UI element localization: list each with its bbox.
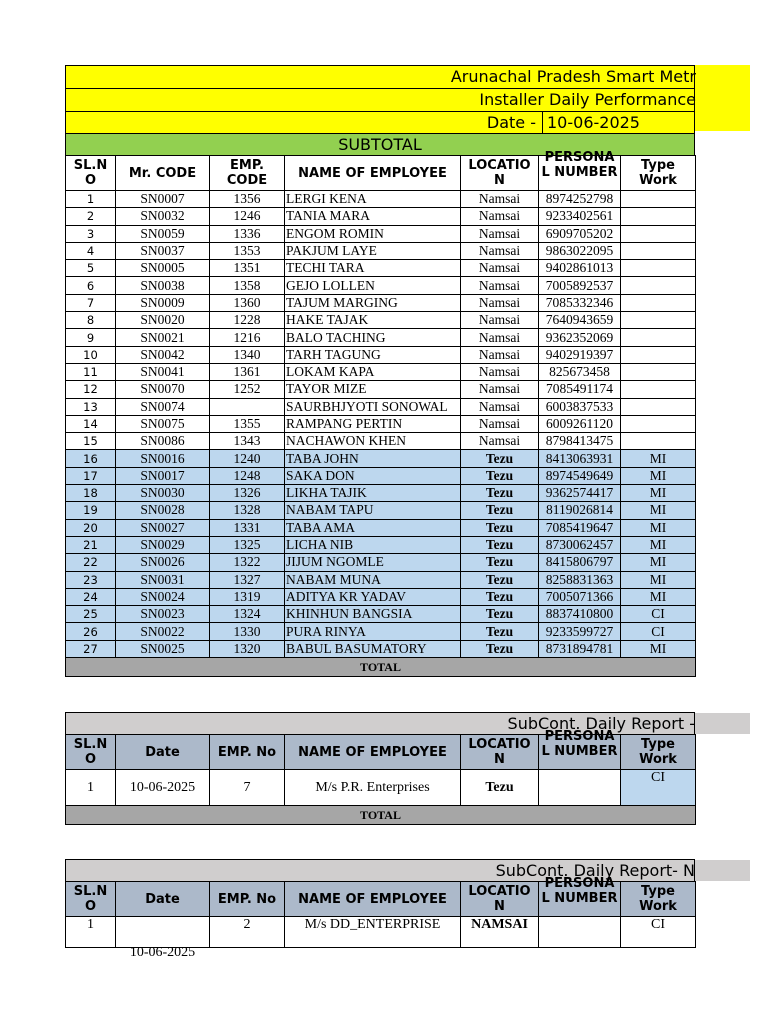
- cell-name: JIJUM NGOMLE: [285, 554, 461, 571]
- cell-emp-code: 1319: [210, 588, 285, 605]
- cell-personal-number: 7005892537: [539, 277, 621, 294]
- cell-slno: 1: [66, 191, 116, 208]
- cell-emp-code: 1343: [210, 433, 285, 450]
- cell-emp-code: 1340: [210, 346, 285, 363]
- cell-location: Namsai: [461, 363, 539, 380]
- cell-slno: 10: [66, 346, 116, 363]
- table-row[interactable]: [66, 312, 696, 329]
- table-row[interactable]: [66, 433, 696, 450]
- cell-name: NACHAWON KHEN: [285, 433, 461, 450]
- cell-slno: 20: [66, 519, 116, 536]
- cell-mr-code: SN0070: [116, 381, 210, 398]
- sheet-subtitle: Installer Daily Performance: [479, 90, 696, 109]
- cell-location: Tezu: [461, 467, 539, 484]
- sub2-col-slno: SL.N O: [66, 882, 116, 917]
- cell-location: Tezu: [461, 571, 539, 588]
- cell-personal-number: 7640943659: [539, 312, 621, 329]
- cell-name: LICHA NIB: [285, 536, 461, 553]
- date-value[interactable]: 10-06-2025: [542, 112, 640, 133]
- cell-type-work: CI: [621, 623, 696, 640]
- cell-location: Tezu: [461, 640, 539, 657]
- cell-mr-code: SN0031: [116, 571, 210, 588]
- sub2-name: M/s DD_ENTERPRISE: [285, 917, 461, 948]
- cell-mr-code: SN0024: [116, 588, 210, 605]
- cell-type-work: [621, 433, 696, 450]
- cell-mr-code: SN0026: [116, 554, 210, 571]
- cell-mr-code: SN0020: [116, 312, 210, 329]
- cell-emp-code: 1325: [210, 536, 285, 553]
- sub2-type: CI: [621, 917, 696, 948]
- cell-emp-code: 1228: [210, 312, 285, 329]
- table-row[interactable]: [66, 467, 696, 484]
- cell-type-work: [621, 191, 696, 208]
- table-row[interactable]: [66, 571, 696, 588]
- cell-emp-code: 1248: [210, 467, 285, 484]
- table-row[interactable]: [66, 225, 696, 242]
- cell-name: GEJO LOLLEN: [285, 277, 461, 294]
- cell-personal-number: 6009261120: [539, 415, 621, 432]
- cell-location: Namsai: [461, 312, 539, 329]
- cell-mr-code: SN0022: [116, 623, 210, 640]
- table-row[interactable]: [66, 519, 696, 536]
- cell-location: Tezu: [461, 519, 539, 536]
- cell-mr-code: SN0025: [116, 640, 210, 657]
- cell-slno: 14: [66, 415, 116, 432]
- cell-mr-code: SN0030: [116, 485, 210, 502]
- sub1-title: SubCont. Daily Report -: [507, 714, 695, 733]
- cell-location: Namsai: [461, 208, 539, 225]
- cell-location: Namsai: [461, 415, 539, 432]
- cell-type-work: [621, 208, 696, 225]
- col-mr-code: Mr. CODE: [116, 156, 210, 191]
- cell-location: Tezu: [461, 588, 539, 605]
- sub2-table: [65, 876, 696, 960]
- cell-name: PURA RINYA: [285, 623, 461, 640]
- cell-type-work: [621, 363, 696, 380]
- cell-mr-code: SN0023: [116, 606, 210, 623]
- table-row[interactable]: [66, 450, 696, 467]
- cell-type-work: [621, 398, 696, 415]
- cell-location: Namsai: [461, 277, 539, 294]
- cell-name: PAKJUM LAYE: [285, 242, 461, 259]
- cell-location: Tezu: [461, 623, 539, 640]
- cell-mr-code: SN0037: [116, 242, 210, 259]
- cell-location: Tezu: [461, 606, 539, 623]
- cell-type-work: MI: [621, 640, 696, 657]
- cell-name: HAKE TAJAK: [285, 312, 461, 329]
- sub2-col-personal: PERSONA L NUMBER: [539, 882, 621, 917]
- cell-personal-number: 8798413475: [539, 433, 621, 450]
- cell-slno: 6: [66, 277, 116, 294]
- cell-personal-number: 8974549649: [539, 467, 621, 484]
- sub2-col-name: NAME OF EMPLOYEE: [285, 882, 461, 917]
- cell-name: LERGI KENA: [285, 191, 461, 208]
- cell-mr-code: SN0059: [116, 225, 210, 242]
- sub2-loc: NAMSAI: [461, 917, 539, 948]
- title-overflow-fill: [695, 65, 750, 131]
- title-row-2: [65, 88, 695, 111]
- cell-mr-code: SN0038: [116, 277, 210, 294]
- cell-name: KHINHUN BANGSIA: [285, 606, 461, 623]
- cell-slno: 17: [66, 467, 116, 484]
- cell-emp-code: 1326: [210, 485, 285, 502]
- sub2-title: SubCont. Daily Report- N: [495, 861, 695, 880]
- cell-slno: 13: [66, 398, 116, 415]
- col-name: NAME OF EMPLOYEE: [285, 156, 461, 191]
- cell-slno: 23: [66, 571, 116, 588]
- col-slno: SL.N O: [66, 156, 116, 191]
- cell-emp-code: 1361: [210, 363, 285, 380]
- cell-name: TAJUM MARGING: [285, 294, 461, 311]
- cell-slno: 3: [66, 225, 116, 242]
- cell-location: Tezu: [461, 536, 539, 553]
- sub1-title-overflow: [695, 713, 750, 734]
- cell-type-work: [621, 225, 696, 242]
- cell-name: BABUL BASUMATORY: [285, 640, 461, 657]
- cell-personal-number: 9362352069: [539, 329, 621, 346]
- cell-emp-code: 1328: [210, 502, 285, 519]
- cell-mr-code: SN0029: [116, 536, 210, 553]
- table-row[interactable]: [66, 536, 696, 553]
- cell-emp-code: 1324: [210, 606, 285, 623]
- col-personal-number: PERSONA L NUMBER: [539, 156, 621, 191]
- sub1-col-emp: EMP. No: [210, 735, 285, 770]
- date-row: [65, 111, 695, 133]
- sub1-phone: [539, 770, 621, 806]
- sub1-col-location: LOCATIO N: [461, 735, 539, 770]
- col-location: LOCATIO N: [461, 156, 539, 191]
- cell-emp-code: 1330: [210, 623, 285, 640]
- cell-type-work: [621, 346, 696, 363]
- cell-name: TANIA MARA: [285, 208, 461, 225]
- sub2-col-type: Type Work: [621, 882, 696, 917]
- cell-location: Tezu: [461, 485, 539, 502]
- cell-slno: 18: [66, 485, 116, 502]
- sub1-row[interactable]: [66, 770, 696, 806]
- cell-type-work: [621, 312, 696, 329]
- cell-type-work: [621, 381, 696, 398]
- cell-personal-number: 825673458: [539, 363, 621, 380]
- cell-personal-number: 9863022095: [539, 242, 621, 259]
- cell-name: ADITYA KR YADAV: [285, 588, 461, 605]
- cell-personal-number: 8974252798: [539, 191, 621, 208]
- cell-name: RAMPANG PERTIN: [285, 415, 461, 432]
- cell-type-work: [621, 329, 696, 346]
- cell-type-work: MI: [621, 502, 696, 519]
- cell-mr-code: SN0007: [116, 191, 210, 208]
- cell-location: Namsai: [461, 191, 539, 208]
- cell-personal-number: 8258831363: [539, 571, 621, 588]
- cell-personal-number: 8837410800: [539, 606, 621, 623]
- cell-personal-number: 7005071366: [539, 588, 621, 605]
- table-row[interactable]: [66, 588, 696, 605]
- sub2-title-overflow: [695, 860, 750, 881]
- cell-slno: 12: [66, 381, 116, 398]
- cell-type-work: [621, 415, 696, 432]
- cell-location: Namsai: [461, 433, 539, 450]
- subtotal-row: SUBTOTAL: [65, 133, 695, 155]
- cell-emp-code: 1320: [210, 640, 285, 657]
- sub1-col-name: NAME OF EMPLOYEE: [285, 735, 461, 770]
- cell-name: SAKA DON: [285, 467, 461, 484]
- cell-personal-number: 8731894781: [539, 640, 621, 657]
- sub2-date: 10-06-2025: [116, 917, 210, 948]
- table-row[interactable]: [66, 415, 696, 432]
- sub1-emp: 7: [210, 770, 285, 806]
- sub1-sl: 1: [66, 770, 116, 806]
- cell-slno: 27: [66, 640, 116, 657]
- cell-personal-number: 8415806797: [539, 554, 621, 571]
- cell-mr-code: SN0005: [116, 260, 210, 277]
- cell-slno: 21: [66, 536, 116, 553]
- cell-slno: 24: [66, 588, 116, 605]
- installer-rows: [66, 191, 696, 658]
- cell-personal-number: 9362574417: [539, 485, 621, 502]
- cell-name: SAURBHJYOTI SONOWAL: [285, 398, 461, 415]
- sub1-table: [65, 729, 696, 825]
- cell-mr-code: SN0028: [116, 502, 210, 519]
- cell-location: Namsai: [461, 329, 539, 346]
- cell-slno: 25: [66, 606, 116, 623]
- cell-type-work: [621, 294, 696, 311]
- cell-mr-code: SN0042: [116, 346, 210, 363]
- cell-emp-code: 1322: [210, 554, 285, 571]
- cell-name: TAYOR MIZE: [285, 381, 461, 398]
- cell-emp-code: 1331: [210, 519, 285, 536]
- cell-type-work: MI: [621, 519, 696, 536]
- cell-mr-code: SN0074: [116, 398, 210, 415]
- cell-personal-number: 6909705202: [539, 225, 621, 242]
- cell-name: LIKHA TAJIK: [285, 485, 461, 502]
- table-row[interactable]: [66, 398, 696, 415]
- cell-type-work: MI: [621, 467, 696, 484]
- cell-personal-number: 9233599727: [539, 623, 621, 640]
- cell-slno: 2: [66, 208, 116, 225]
- cell-location: Namsai: [461, 294, 539, 311]
- cell-emp-code: [210, 398, 285, 415]
- table-row[interactable]: [66, 606, 696, 623]
- cell-emp-code: 1351: [210, 260, 285, 277]
- col-type-work: Type Work: [621, 156, 696, 191]
- cell-mr-code: SN0027: [116, 519, 210, 536]
- cell-slno: 8: [66, 312, 116, 329]
- cell-slno: 15: [66, 433, 116, 450]
- total-row: TOTAL: [66, 658, 696, 677]
- cell-location: Namsai: [461, 381, 539, 398]
- cell-slno: 26: [66, 623, 116, 640]
- sub1-type: CI: [621, 770, 696, 806]
- sub1-col-slno: SL.N O: [66, 735, 116, 770]
- cell-emp-code: 1327: [210, 571, 285, 588]
- sub1-loc: Tezu: [461, 770, 539, 806]
- cell-slno: 11: [66, 363, 116, 380]
- cell-type-work: [621, 242, 696, 259]
- cell-name: BALO TACHING: [285, 329, 461, 346]
- table-row[interactable]: [66, 554, 696, 571]
- cell-location: Namsai: [461, 242, 539, 259]
- cell-mr-code: SN0017: [116, 467, 210, 484]
- cell-location: Tezu: [461, 450, 539, 467]
- cell-emp-code: 1353: [210, 242, 285, 259]
- cell-type-work: MI: [621, 554, 696, 571]
- cell-emp-code: 1356: [210, 191, 285, 208]
- table-row[interactable]: [66, 640, 696, 657]
- cell-emp-code: 1240: [210, 450, 285, 467]
- sub2-col-emp: EMP. No: [210, 882, 285, 917]
- cell-location: Namsai: [461, 260, 539, 277]
- cell-location: Namsai: [461, 346, 539, 363]
- subcont-report-2: [65, 859, 695, 960]
- cell-emp-code: 1252: [210, 381, 285, 398]
- table-row[interactable]: [66, 485, 696, 502]
- cell-personal-number: 9402919397: [539, 346, 621, 363]
- cell-name: TARH TAGUNG: [285, 346, 461, 363]
- table-row[interactable]: [66, 346, 696, 363]
- cell-emp-code: 1336: [210, 225, 285, 242]
- cell-name: NABAM MUNA: [285, 571, 461, 588]
- installer-table: [65, 150, 696, 677]
- cell-name: TECHI TARA: [285, 260, 461, 277]
- cell-location: Namsai: [461, 225, 539, 242]
- cell-mr-code: SN0032: [116, 208, 210, 225]
- table-row[interactable]: [66, 191, 696, 208]
- cell-slno: 5: [66, 260, 116, 277]
- cell-mr-code: SN0086: [116, 433, 210, 450]
- sub1-date: 10-06-2025: [116, 770, 210, 806]
- title-row-1: [65, 65, 695, 88]
- cell-personal-number: 8413063931: [539, 450, 621, 467]
- cell-type-work: MI: [621, 450, 696, 467]
- table-row[interactable]: [66, 381, 696, 398]
- table-row[interactable]: [66, 208, 696, 225]
- sub1-col-date: Date: [116, 735, 210, 770]
- cell-name: TABA AMA: [285, 519, 461, 536]
- cell-personal-number: 8730062457: [539, 536, 621, 553]
- table-row[interactable]: [66, 363, 696, 380]
- sub1-col-personal: PERSONA L NUMBER: [539, 735, 621, 770]
- table-row[interactable]: [66, 502, 696, 519]
- cell-mr-code: SN0016: [116, 450, 210, 467]
- table-row[interactable]: [66, 294, 696, 311]
- cell-emp-code: 1216: [210, 329, 285, 346]
- cell-type-work: MI: [621, 485, 696, 502]
- table-row[interactable]: [66, 329, 696, 346]
- col-emp-code: EMP. CODE: [210, 156, 285, 191]
- sub2-sl: 1: [66, 917, 116, 948]
- cell-slno: 9: [66, 329, 116, 346]
- sub2-row[interactable]: [66, 917, 696, 948]
- cell-type-work: [621, 260, 696, 277]
- cell-personal-number: 9402861013: [539, 260, 621, 277]
- cell-personal-number: 6003837533: [539, 398, 621, 415]
- cell-emp-code: 1360: [210, 294, 285, 311]
- cell-type-work: MI: [621, 536, 696, 553]
- cell-name: TABA JOHN: [285, 450, 461, 467]
- cell-emp-code: 1355: [210, 415, 285, 432]
- table-row[interactable]: [66, 242, 696, 259]
- cell-slno: 22: [66, 554, 116, 571]
- cell-location: Tezu: [461, 502, 539, 519]
- cell-name: LOKAM KAPA: [285, 363, 461, 380]
- cell-mr-code: SN0041: [116, 363, 210, 380]
- cell-personal-number: 7085491174: [539, 381, 621, 398]
- table-row[interactable]: [66, 277, 696, 294]
- cell-personal-number: 9233402561: [539, 208, 621, 225]
- cell-personal-number: 7085419647: [539, 519, 621, 536]
- date-label: Date -: [486, 113, 536, 132]
- cell-personal-number: 8119026814: [539, 502, 621, 519]
- sub2-col-location: LOCATIO N: [461, 882, 539, 917]
- cell-mr-code: SN0075: [116, 415, 210, 432]
- cell-emp-code: 1246: [210, 208, 285, 225]
- cell-type-work: MI: [621, 588, 696, 605]
- cell-personal-number: 7085332346: [539, 294, 621, 311]
- cell-slno: 7: [66, 294, 116, 311]
- sub2-emp: 2: [210, 917, 285, 948]
- sub2-col-date: Date: [116, 882, 210, 917]
- cell-location: Tezu: [461, 554, 539, 571]
- cell-mr-code: SN0021: [116, 329, 210, 346]
- cell-type-work: CI: [621, 606, 696, 623]
- cell-slno: 16: [66, 450, 116, 467]
- sheet-title: Arunachal Pradesh Smart Metr: [450, 67, 696, 86]
- sub2-phone: [539, 917, 621, 948]
- sub1-total-row: TOTAL: [66, 806, 696, 825]
- cell-slno: 4: [66, 242, 116, 259]
- cell-slno: 19: [66, 502, 116, 519]
- cell-emp-code: 1358: [210, 277, 285, 294]
- cell-name: ENGOM ROMIN: [285, 225, 461, 242]
- subcont-report-1: [65, 712, 695, 825]
- cell-type-work: [621, 277, 696, 294]
- performance-sheet: [65, 65, 695, 677]
- cell-name: NABAM TAPU: [285, 502, 461, 519]
- cell-type-work: MI: [621, 571, 696, 588]
- table-row[interactable]: [66, 623, 696, 640]
- cell-location: Namsai: [461, 398, 539, 415]
- cell-mr-code: SN0009: [116, 294, 210, 311]
- sub1-name: M/s P.R. Enterprises: [285, 770, 461, 806]
- table-row[interactable]: [66, 260, 696, 277]
- sub1-col-type: Type Work: [621, 735, 696, 770]
